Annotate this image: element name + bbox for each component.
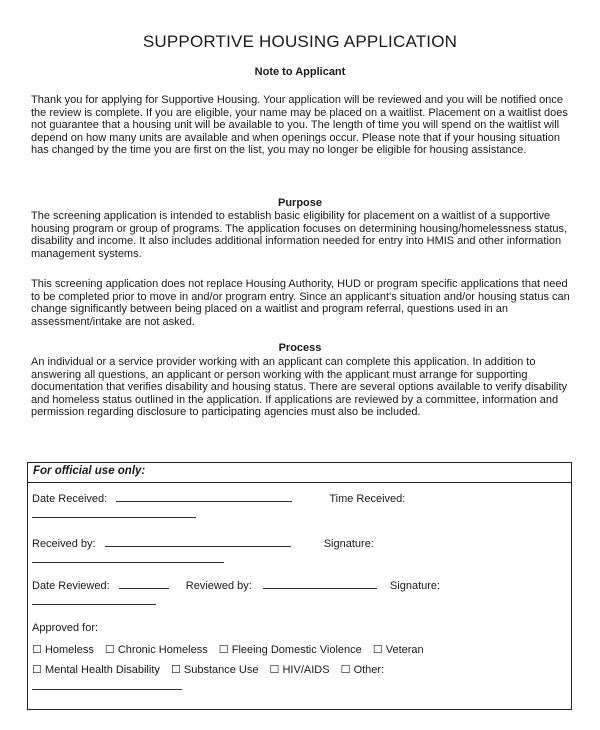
header-divider (28, 482, 571, 483)
option-mental-health-disability[interactable]: ☐ Mental Health Disability (32, 664, 160, 676)
date-reviewed-label: Date Reviewed: (32, 580, 110, 592)
checkbox-icon: ☐ (340, 664, 351, 676)
received-by-row-continued (32, 552, 224, 566)
signature-field[interactable] (32, 552, 224, 563)
checkbox-icon: ☐ (269, 664, 280, 676)
approved-for-label: Approved for: (32, 622, 99, 634)
note-paragraph: Thank you for applying for Supportive Housing. Your application will be reviewed and you will be notified once the review is complete. If you are eligible, your name may be placed on a waitlist. Placement on a waitlist does not guarantee that a housing unit will be available to you. The length of time you will spend on the waitlist will depend on how many units are available and when openings occur. Please note that if your housing situation has changed by the time you are first on the list, you may no longer be eligible for housing assistance. (31, 94, 568, 157)
purpose-paragraph-2: This screening application does not replace Housing Authority, HUD or program specific applications that need to be completed prior to move in and/or program entry. Since an applicant's situation and/or housing status can change significantly between being placed on a waitlist and program referral, questions used in an assessment/intake are not asked. (31, 278, 570, 328)
checkbox-icon: ☐ (32, 644, 42, 656)
option-veteran[interactable]: ☐ Veteran (372, 644, 424, 656)
checkbox-icon: ☐ (372, 644, 383, 656)
checkbox-icon: ☐ (218, 644, 229, 656)
other-field[interactable] (32, 679, 182, 690)
approved-options-row-1 (32, 643, 424, 656)
received-by-field[interactable] (105, 536, 291, 547)
date-received-row (32, 491, 405, 505)
official-use-header: For official use only: (33, 465, 146, 477)
option-substance-use[interactable]: ☐ Substance Use (170, 664, 259, 676)
process-paragraph: An individual or a service provider working with an applicant can complete this application. In addition to answering all questions, an applicant or person working with the applicant must arrange for supporting documentation that verifies disability and housing status. There are several options available to verify disability and homeless status outlined in the application. If applications are reviewed by a committee, information and permission regarding disclosure to participating agencies must also be included. (31, 356, 568, 419)
received-by-row (32, 536, 374, 550)
checkbox-icon: ☐ (32, 664, 42, 676)
note-heading: Note to Applicant (254, 66, 346, 78)
date-reviewed-row (32, 578, 440, 592)
option-fleeing-domestic-violence[interactable]: ☐ Fleeing Domestic Violence (218, 644, 362, 656)
received-by-label: Received by: (32, 538, 96, 550)
time-received-field[interactable] (32, 507, 196, 518)
option-homeless[interactable]: ☐ Homeless (32, 644, 94, 656)
date-reviewed-row-continued (32, 594, 156, 608)
option-other[interactable]: ☐ Other: (340, 664, 385, 676)
official-use-box (27, 462, 572, 710)
checkbox-icon: ☐ (104, 644, 115, 656)
option-hiv-aids[interactable]: ☐ HIV/AIDS (269, 664, 330, 676)
reviewed-signature-field[interactable] (32, 594, 156, 605)
date-received-field[interactable] (116, 491, 292, 502)
option-chronic-homeless[interactable]: ☐ Chronic Homeless (104, 644, 208, 656)
purpose-heading: Purpose (277, 197, 322, 209)
date-received-label: Date Received: (32, 493, 108, 505)
reviewed-by-label: Reviewed by: (185, 580, 252, 592)
time-received-label: Time Received: (329, 493, 406, 505)
reviewed-by-field[interactable] (263, 578, 377, 589)
process-heading: Process (278, 342, 322, 354)
approved-options-row-2 (32, 663, 384, 676)
reviewed-signature-label: Signature: (389, 580, 441, 592)
date-received-row-continued (32, 507, 196, 521)
page-title: SUPPORTIVE HOUSING APPLICATION (142, 32, 458, 51)
signature-label: Signature: (323, 538, 374, 550)
date-reviewed-field[interactable] (119, 578, 169, 589)
checkbox-icon: ☐ (170, 664, 181, 676)
other-line-row (32, 679, 182, 693)
purpose-paragraph-1: The screening application is intended to establish basic eligibility for placement on a waitlist of a supportive housing program or group of programs. The application focuses on determining housing/homelessness status, disability and income. It also includes additional information needed for entry into HMIS and other information management systems. (31, 210, 568, 260)
